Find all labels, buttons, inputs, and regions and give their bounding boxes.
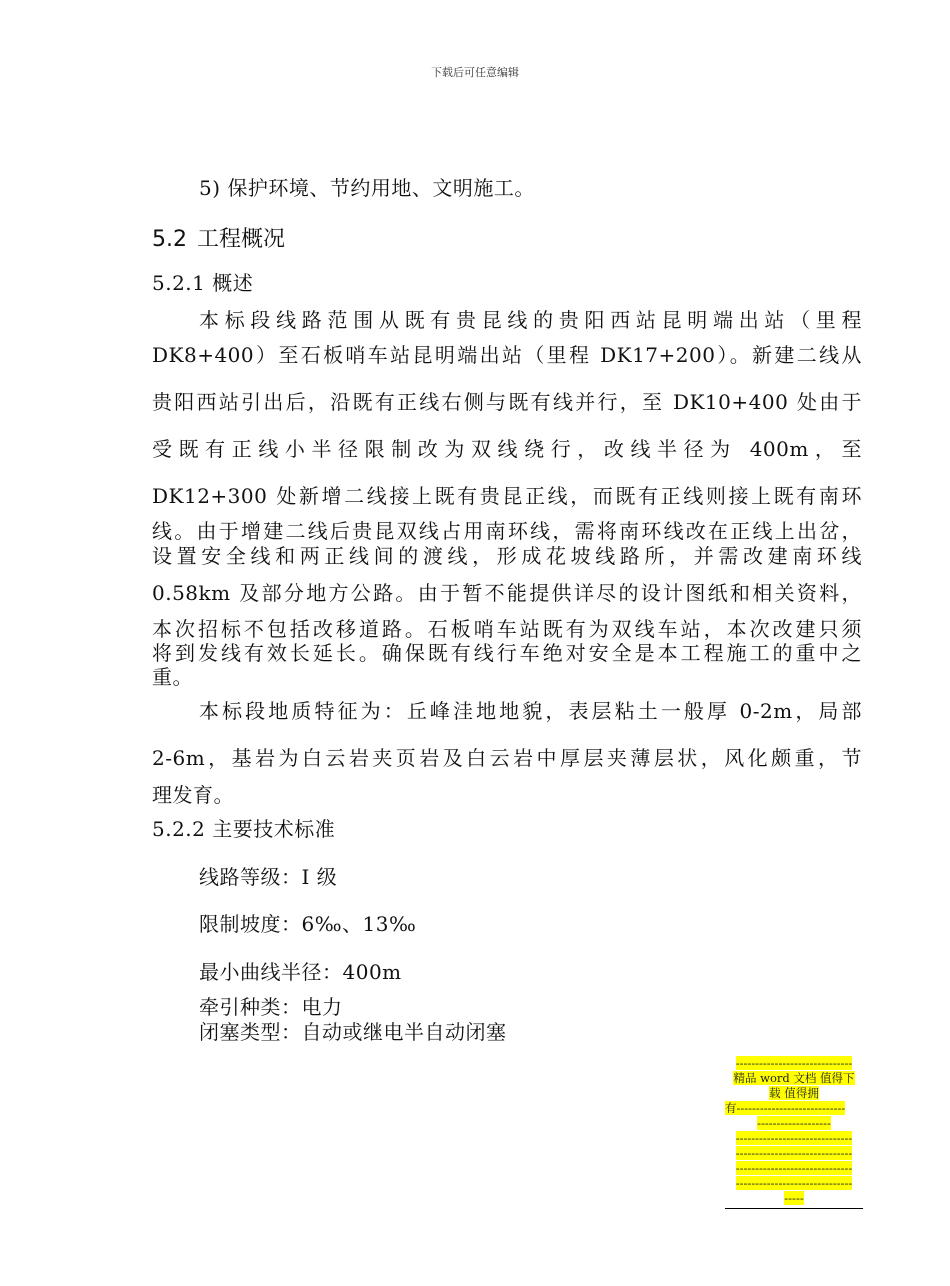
section-title: 工程概况: [197, 227, 286, 252]
paragraph-line: 本标段线路范围从既有贵昆线的贵阳西站昆明端出站（里程: [199, 308, 862, 332]
list-item-5: 5) 保护环境、节约用地、文明施工。: [199, 176, 535, 200]
promo-box: [725, 1056, 863, 1206]
promo-line: ------------------------------: [735, 1056, 853, 1070]
promo-divider: [725, 1208, 863, 1209]
paragraph-line: 2-6m，基岩为白云岩夹页岩及白云岩中厚层夹薄层状，风化颇重，节: [152, 746, 862, 770]
standard-item: 最小曲线半径：400m: [199, 960, 402, 984]
page-header: 下载后可任意编辑: [431, 66, 519, 79]
section-heading: [152, 222, 285, 253]
promo-line: ------------------------------: [735, 1176, 853, 1190]
paragraph-line: 贵阳西站引出后，沿既有正线右侧与既有线并行，至 DK10+400 处由于: [152, 390, 862, 414]
promo-line: -----: [784, 1191, 804, 1205]
paragraph-line: 本标段地质特征为：丘峰洼地地貌，表层粘土一般厚 0-2m，局部: [199, 699, 862, 723]
paragraph-line: 本次招标不包括改移道路。石板哨车站既有为双线车站，本次改建只须: [152, 617, 862, 641]
promo-line: ------------------------------: [735, 1146, 853, 1160]
subsection-heading-overview: 5.2.1 概述: [152, 271, 254, 295]
paragraph-line: 重。: [152, 665, 193, 689]
paragraph-line: 理发育。: [152, 783, 234, 807]
section-number: 5.2: [152, 227, 187, 252]
paragraph-line: DK12+300 处新增二线接上既有贵昆正线，而既有正线则接上既有南环: [152, 484, 862, 508]
promo-line: ------------------------------: [735, 1161, 853, 1175]
promo-line: 精品 word 文档 值得下: [733, 1071, 855, 1085]
promo-line: 有----------------------------: [725, 1101, 846, 1115]
promo-line: ------------------------------: [735, 1131, 853, 1145]
paragraph-line: 受既有正线小半径限制改为双线绕行，改线半径为 400m，至: [152, 437, 862, 461]
standard-item: 限制坡度：6‰、13‰: [199, 912, 417, 936]
promo-line: 载 值得拥: [769, 1086, 819, 1100]
standard-item: 线路等级：I 级: [199, 865, 338, 889]
paragraph-line: 将到发线有效长延长。确保既有线行车绝对安全是本工程施工的重中之: [152, 641, 862, 665]
promo-line: -------------------: [757, 1116, 831, 1130]
paragraph-line: 设置安全线和两正线间的渡线，形成花坡线路所，并需改建南环线: [152, 544, 862, 568]
paragraph-line: DK8+400）至石板哨车站昆明端出站（里程 DK17+200）。新建二线从: [152, 343, 862, 367]
standard-item: 牵引种类：电力: [199, 995, 343, 1019]
paragraph-line: 线。由于增建二线后贵昆双线占用南环线，需将南环线改在正线上出岔，: [152, 519, 862, 543]
standard-item: 闭塞类型：自动或继电半自动闭塞: [199, 1020, 507, 1044]
paragraph-line: 0.58km 及部分地方公路。由于暂不能提供详尽的设计图纸和相关资料，: [152, 581, 862, 605]
subsection-heading-standards: 5.2.2 主要技术标准: [152, 817, 336, 841]
